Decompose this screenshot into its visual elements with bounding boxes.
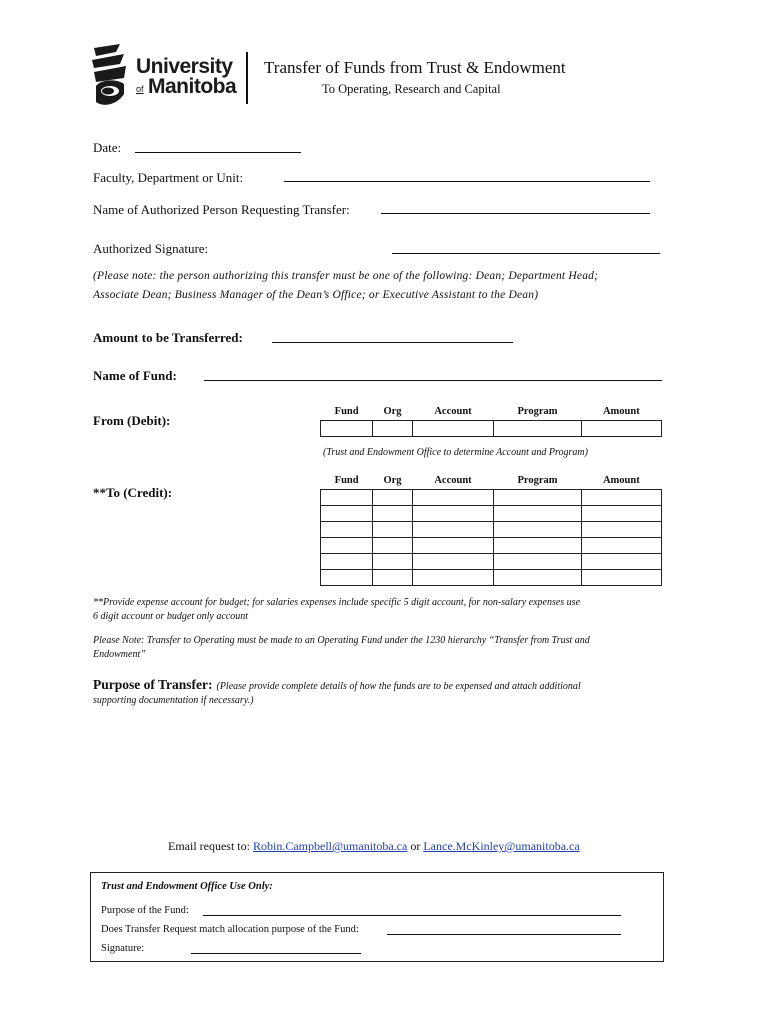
credit-col-account: Account <box>434 474 472 486</box>
credit-cell-program[interactable] <box>494 522 581 538</box>
email-line <box>168 839 580 854</box>
credit-cell-fund[interactable] <box>321 570 373 586</box>
purpose-instruction-line1: (Please provide complete details of how the funds are to be expensed and attach additional <box>216 681 581 692</box>
purpose-text-area[interactable] <box>93 712 663 822</box>
authorized-person-field[interactable] <box>381 213 650 214</box>
credit-cell-amount[interactable] <box>581 554 661 570</box>
credit-cell-program[interactable] <box>494 538 581 554</box>
fund-name-field[interactable] <box>204 380 662 381</box>
expense-note <box>93 596 693 624</box>
office-purpose-label: Purpose of the Fund: <box>101 905 189 916</box>
faculty-field[interactable] <box>284 181 650 182</box>
purpose-instruction-line2: supporting documentation if necessary.) <box>93 695 254 706</box>
credit-cell-org[interactable] <box>373 506 412 522</box>
credit-cell-account[interactable] <box>412 554 494 570</box>
office-purpose-field[interactable] <box>203 915 621 916</box>
debit-cell-account[interactable] <box>412 421 494 437</box>
credit-cell-account[interactable] <box>412 490 494 506</box>
credit-table-body <box>321 490 662 586</box>
email-link-lance[interactable]: Lance.McKinley@umanitoba.ca <box>423 839 580 853</box>
debit-col-account: Account <box>434 405 472 417</box>
date-label: Date: <box>93 140 122 155</box>
email-separator: or <box>410 839 421 853</box>
form-subtitle: To Operating, Research and Capital <box>322 82 501 96</box>
email-link-robin[interactable]: Robin.Campbell@umanitoba.ca <box>252 839 408 853</box>
credit-cell-program[interactable] <box>494 570 581 586</box>
credit-cell-account[interactable] <box>412 570 494 586</box>
debit-table-header <box>321 404 662 421</box>
credit-cell-amount[interactable] <box>581 490 661 506</box>
debit-cell-fund[interactable] <box>321 421 373 437</box>
operating-note <box>93 634 693 662</box>
credit-cell-account[interactable] <box>412 522 494 538</box>
credit-cell-program[interactable] <box>494 490 581 506</box>
credit-cell-org[interactable] <box>373 538 412 554</box>
credit-cell-fund[interactable] <box>321 506 373 522</box>
debit-cell-program[interactable] <box>494 421 581 437</box>
credit-col-org: Org <box>383 474 402 486</box>
authorization-note-line1: (Please note: the person authorizing this transfer must be one of the following: Dean; Department Head; <box>93 270 599 282</box>
office-use-title: Trust and Endowment Office Use Only: <box>101 881 273 892</box>
amount-field[interactable] <box>272 342 513 343</box>
university-logo <box>90 44 260 112</box>
credit-cell-amount[interactable] <box>581 570 661 586</box>
office-match-field[interactable] <box>387 934 621 935</box>
table-row <box>321 490 662 506</box>
debit-col-program: Program <box>517 405 558 417</box>
debit-note: (Trust and Endowment Office to determine Account and Program) <box>323 447 588 458</box>
credit-cell-fund[interactable] <box>321 554 373 570</box>
form-title: Transfer of Funds from Trust & Endowment <box>264 58 566 77</box>
credit-cell-fund[interactable] <box>321 538 373 554</box>
signature-field[interactable] <box>392 253 660 254</box>
debit-table-body <box>321 421 662 437</box>
credit-col-program: Program <box>517 474 558 486</box>
debit-table <box>320 404 662 437</box>
credit-table-header <box>321 473 662 490</box>
debit-cell-org[interactable] <box>373 421 412 437</box>
credit-table <box>320 473 662 586</box>
logo-university-text: University <box>136 55 233 78</box>
debit-cell-amount[interactable] <box>581 421 661 437</box>
logo-of-text: of <box>136 84 144 94</box>
table-row <box>321 421 662 437</box>
credit-cell-program[interactable] <box>494 506 581 522</box>
credit-cell-program[interactable] <box>494 554 581 570</box>
email-prefix: Email request to: <box>168 839 250 853</box>
signature-label: Authorized Signature: <box>93 241 209 256</box>
logo-divider <box>246 52 248 104</box>
credit-col-amount: Amount <box>602 474 640 486</box>
faculty-label: Faculty, Department or Unit: <box>93 170 244 185</box>
credit-cell-amount[interactable] <box>581 506 661 522</box>
logo-manitoba-text: Manitoba <box>148 75 237 98</box>
bison-shield-icon <box>90 44 130 110</box>
authorization-note-line2: Associate Dean; Business Manager of the Dean’s Office; or Executive Assistant to the Dean) <box>93 289 539 301</box>
credit-cell-org[interactable] <box>373 570 412 586</box>
table-row <box>321 554 662 570</box>
debit-col-org: Org <box>383 405 402 417</box>
table-row <box>321 538 662 554</box>
credit-label: **To (Credit): <box>93 485 173 500</box>
operating-note-line1: Please Note: Transfer to Operating must be made to an Operating Fund under the 1230 hierarchy “Transfer from Trust and <box>93 635 590 646</box>
credit-cell-org[interactable] <box>373 522 412 538</box>
credit-cell-org[interactable] <box>373 490 412 506</box>
expense-note-line1: **Provide expense account for budget; for salaries expenses include specific 5 digit account, for non-salary expenses use <box>93 597 581 608</box>
amount-label: Amount to be Transferred: <box>93 330 243 345</box>
credit-cell-account[interactable] <box>412 538 494 554</box>
authorization-note <box>93 267 683 305</box>
office-signature-field[interactable] <box>191 953 361 954</box>
credit-cell-fund[interactable] <box>321 490 373 506</box>
credit-col-fund: Fund <box>334 474 359 486</box>
purpose-section <box>93 677 693 708</box>
credit-cell-fund[interactable] <box>321 522 373 538</box>
office-signature-label: Signature: <box>101 943 145 954</box>
table-row <box>321 506 662 522</box>
authorized-person-label: Name of Authorized Person Requesting Transfer: <box>93 202 350 217</box>
table-row <box>321 522 662 538</box>
debit-col-amount: Amount <box>602 405 640 417</box>
office-use-box <box>90 872 664 962</box>
fund-name-label: Name of Fund: <box>93 368 177 383</box>
credit-cell-account[interactable] <box>412 506 494 522</box>
credit-cell-amount[interactable] <box>581 538 661 554</box>
date-field[interactable] <box>135 152 301 153</box>
operating-note-line2: Endowment” <box>93 649 146 660</box>
expense-note-line2: 6 digit account or budget only account <box>93 611 248 622</box>
office-match-label: Does Transfer Request match allocation purpose of the Fund: <box>101 924 359 935</box>
purpose-label: Purpose of Transfer: <box>93 677 213 692</box>
credit-cell-org[interactable] <box>373 554 412 570</box>
debit-label: From (Debit): <box>93 413 171 428</box>
credit-cell-amount[interactable] <box>581 522 661 538</box>
debit-col-fund: Fund <box>334 405 359 417</box>
table-row <box>321 570 662 586</box>
